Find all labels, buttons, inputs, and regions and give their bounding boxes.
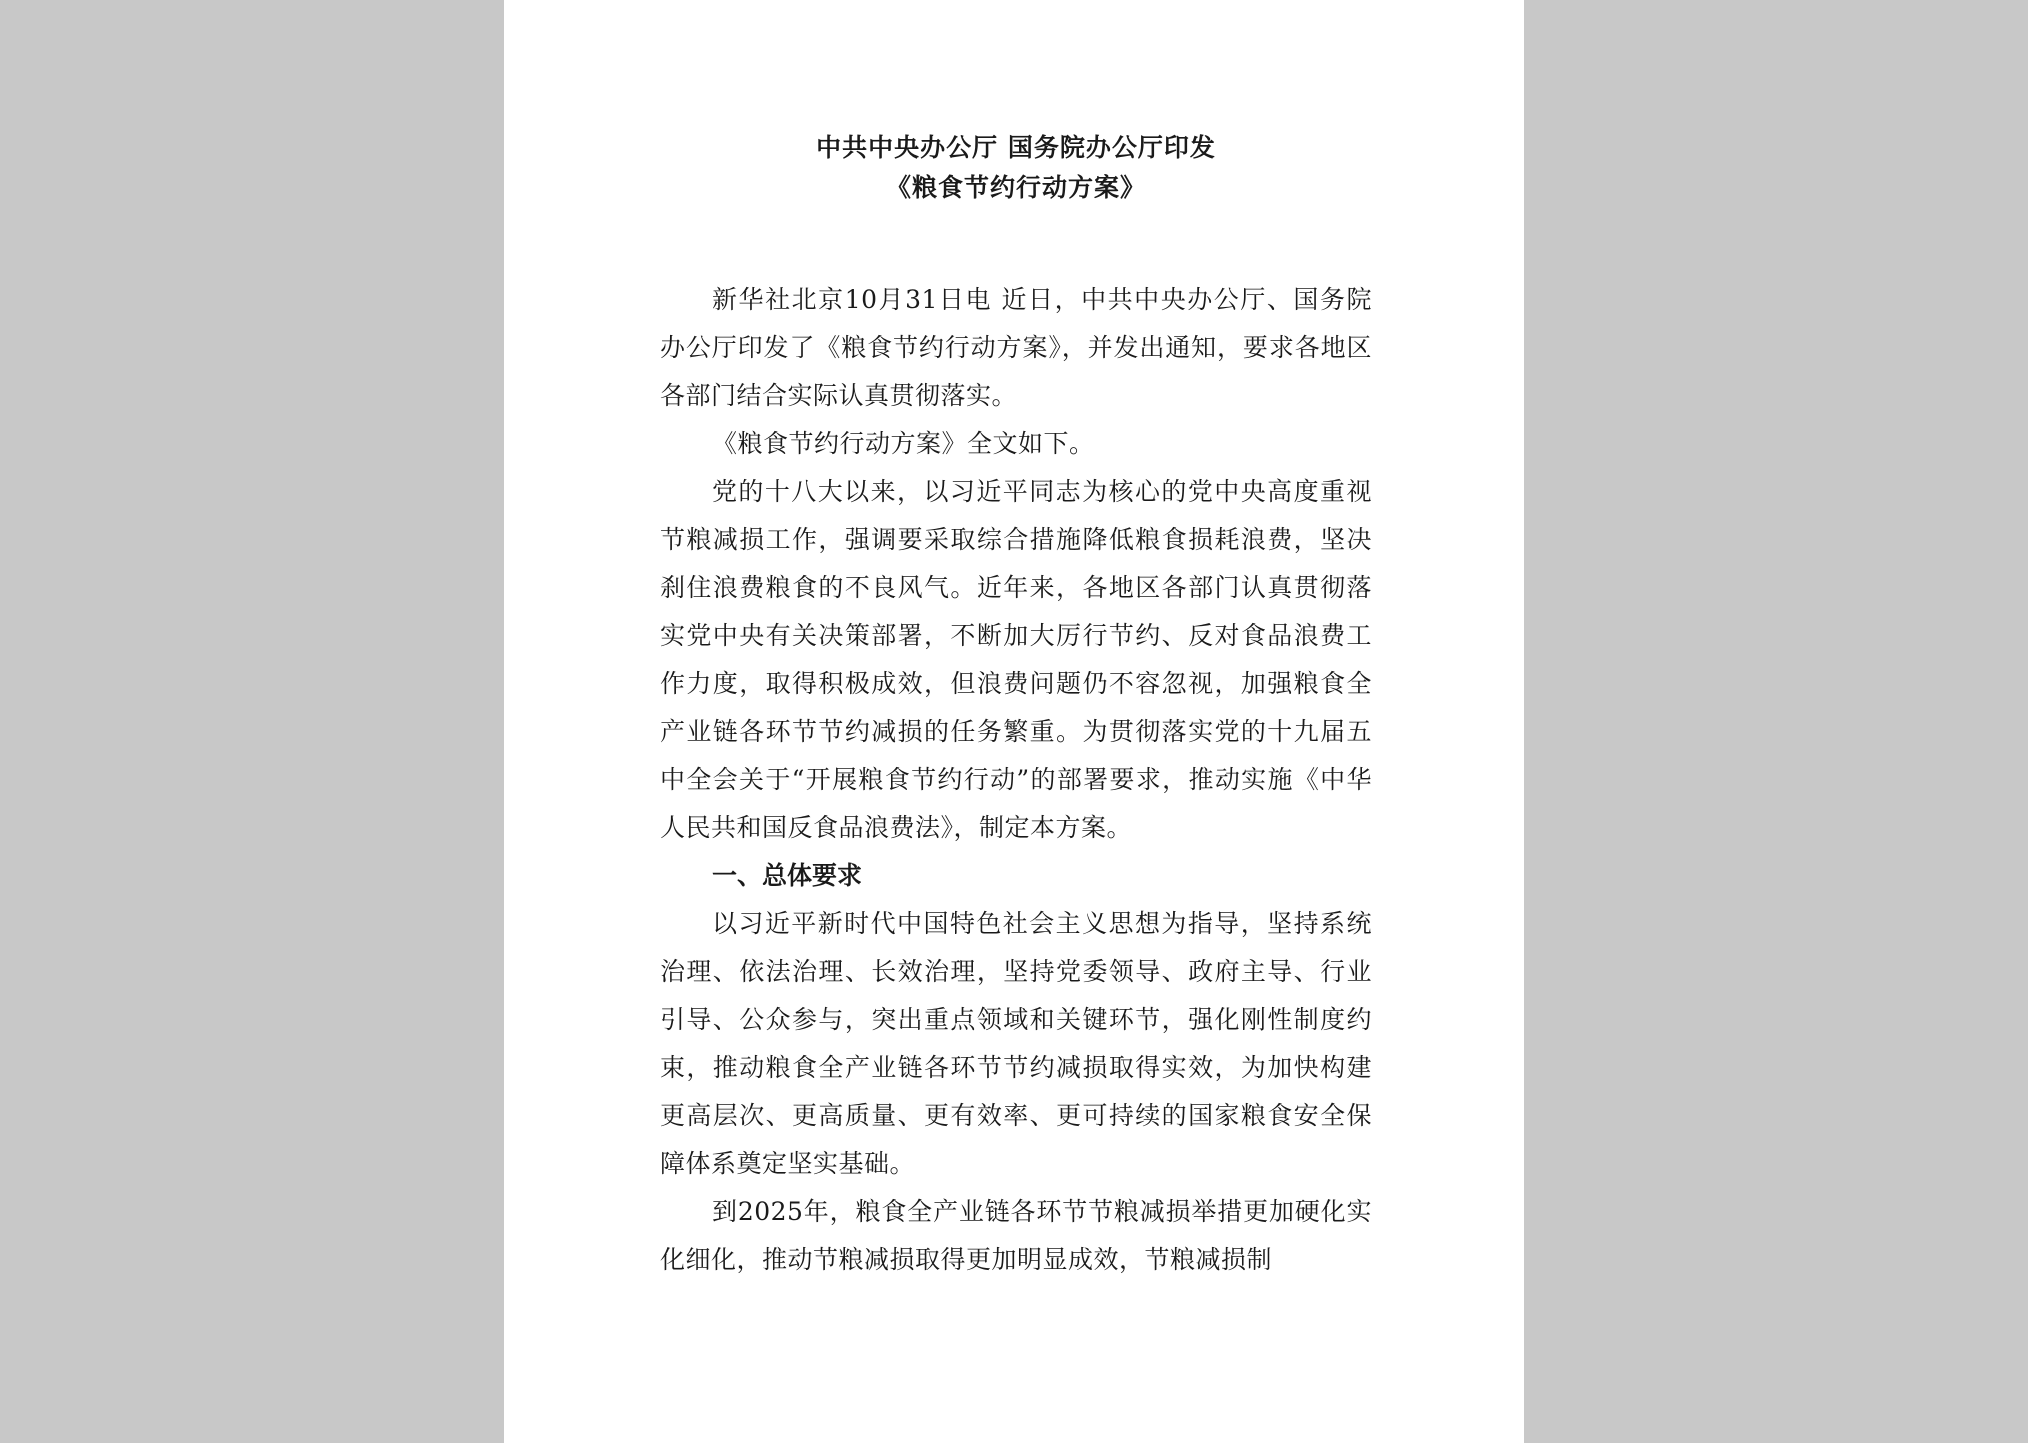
document-title-line-1: 中共中央办公厅 国务院办公厅印发 xyxy=(816,133,1216,162)
document-content xyxy=(660,128,1372,1284)
document-title-line-2: 《粮食节约行动方案》 xyxy=(885,173,1146,202)
paragraph-fulltext-note: 《粮食节约行动方案》全文如下。 xyxy=(712,429,1095,458)
paragraph-background: 党的十八大以来，以习近平同志为核心的党中央高度重视节粮减损工作，强调要采取综合措施降低粮食损耗浪费，坚决刹住浪费粮食的不良风气。近年来，各地区各部门认真贯彻落实党中央有关决策部署，不断加大厉行节约、反对食品浪费工作力度，取得积极成效，但浪费问题仍不容忽视，加强粮食全产业链各环节节约减损的任务繁重。为贯彻落实党的十九届五中全会关于“开展粮食节约行动”的部署要求，推动实施《中华人民共和国反食品浪费法》，制定本方案。 xyxy=(660,477,1372,842)
paragraph-2025-goals: 到2025年，粮食全产业链各环节节粮减损举措更加硬化实化细化，推动节粮减损取得更加明显成效，节粮减损制 xyxy=(660,1197,1372,1274)
document-page xyxy=(504,0,1524,1443)
paragraph-guiding-principles: 以习近平新时代中国特色社会主义思想为指导，坚持系统治理、依法治理、长效治理，坚持党委领导、政府主导、行业引导、公众参与，突出重点领域和关键环节，强化刚性制度约束，推动粮食全产业链各环节节约减损取得实效，为加快构建更高层次、更高质量、更有效率、更可持续的国家粮食安全保障体系奠定坚实基础。 xyxy=(660,909,1372,1178)
section-heading-general-requirements: 一、总体要求 xyxy=(712,861,863,890)
paragraph-news-lead: 新华社北京10月31日电 近日，中共中央办公厅、国务院办公厅印发了《粮食节约行动方案》，并发出通知，要求各地区各部门结合实际认真贯彻落实。 xyxy=(660,285,1372,410)
title-spacer xyxy=(660,208,1372,276)
